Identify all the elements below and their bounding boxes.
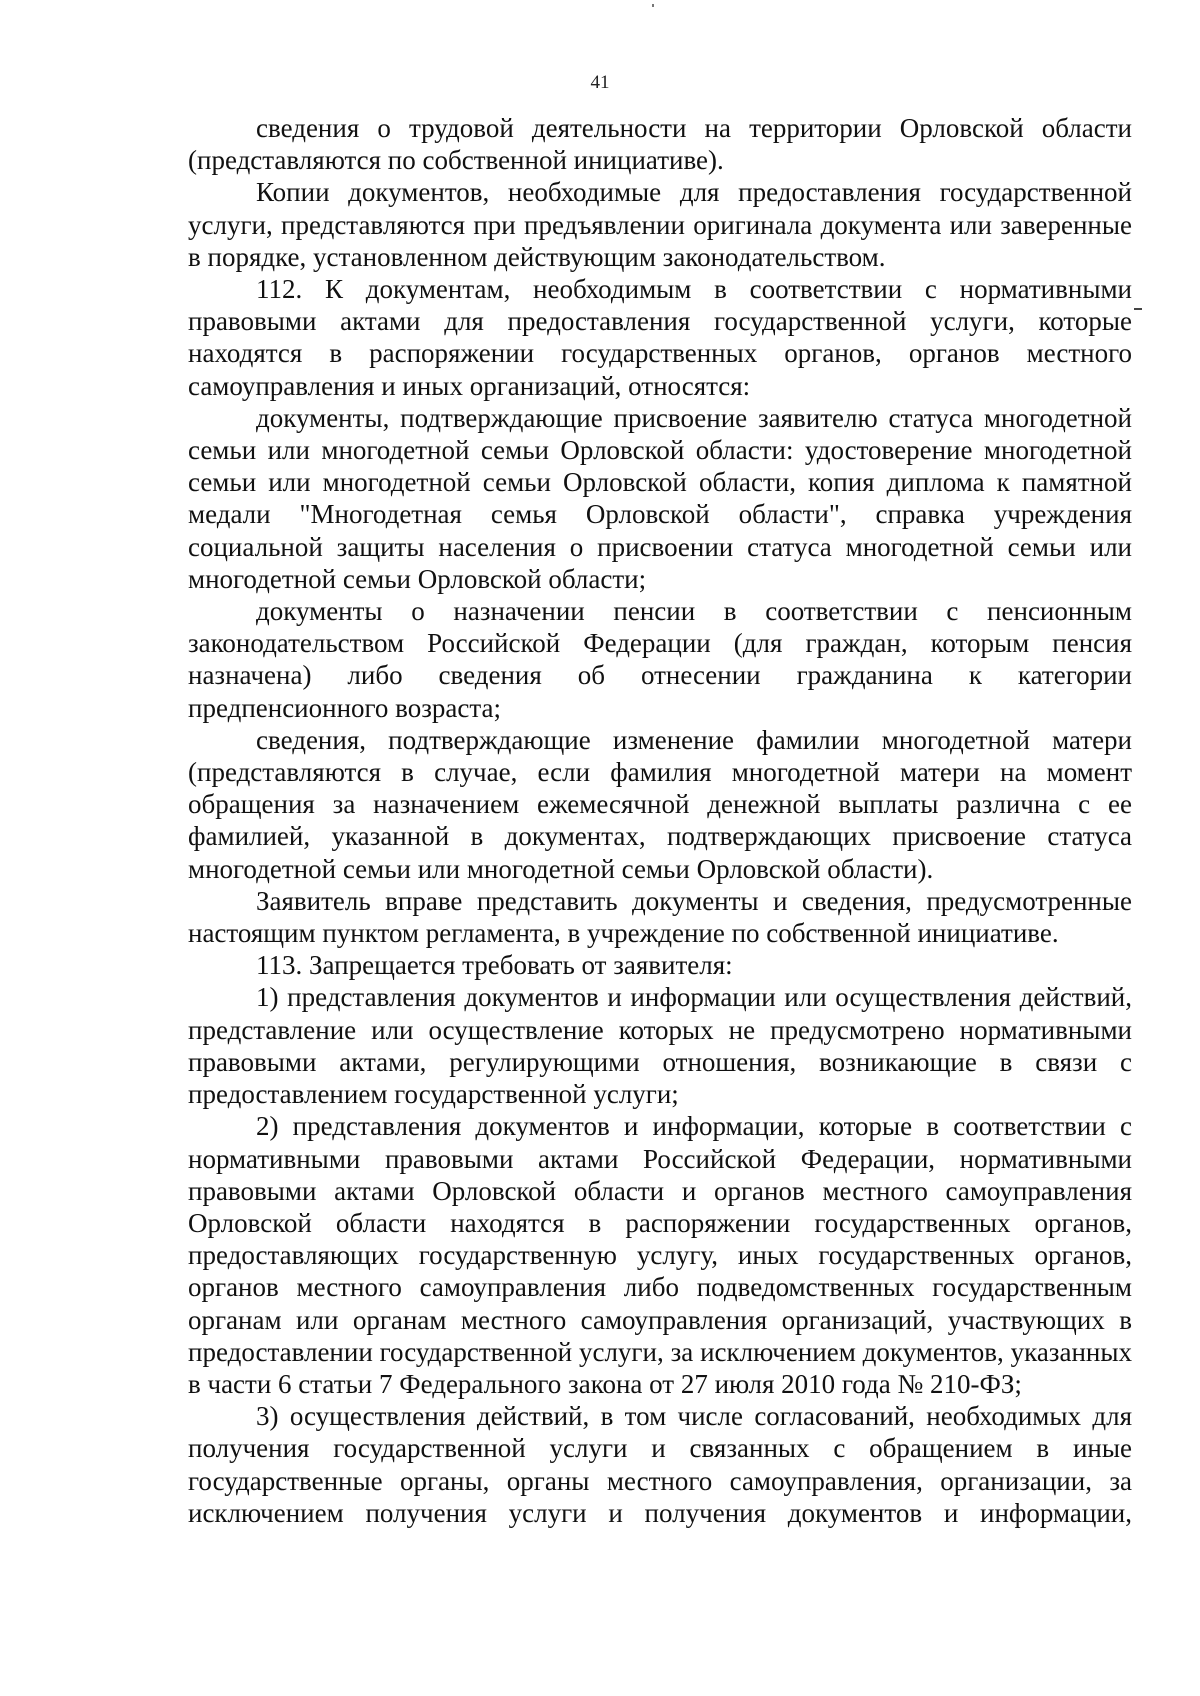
- paragraph-113-item-3: 3) осуществления действий, в том числе согласований, необходимых для получения государственной услуги и связанных с обращением в иные государственные органы, органы местного самоуправления, организации, за исключением получения услуги и получения документов и информации,: [188, 1401, 1132, 1528]
- scan-artifact-dot: [652, 4, 654, 7]
- paragraph-113-item-2: 2) представления документов и информации, которые в соответствии с нормативными правовыми актами Российской Федерации, нормативными правовыми актами Орловской области и органов местного самоуправления Орловской области находятся в распоряжении государственных органов, предоставляющих государственную услугу, иных государственных органов, органов местного самоуправления либо подведомственных государственным органам или органам местного самоуправления организаций, участвующих в предоставлении государственной услуги, за исключением документов, указанных в части 6 статьи 7 Федерального закона от 27 июля 2010 года № 210-ФЗ;: [188, 1111, 1132, 1399]
- paragraph-113: 113. Запрещается требовать от заявителя:: [256, 950, 733, 981]
- paragraph-surname-change: сведения, подтверждающие изменение фамилии многодетной матери (представляются в случае, если фамилия многодетной матери на момент обращения за назначением ежемесячной денежной выплаты различна с ее фамилией, указанной в документах, подтверждающих присвоение статуса многодетной семьи или многодетной семьи Орловской области).: [188, 724, 1132, 884]
- paragraph-applicant-right: Заявитель вправе представить документы и сведения, предусмотренные настоящим пунктом регламента, в учреждение по собственной инициативе.: [188, 885, 1132, 949]
- document-body: [188, 112, 1132, 1529]
- scan-artifact-mark: [1134, 308, 1142, 310]
- paragraph-large-family-documents: документы, подтверждающие присвоение заявителю статуса многодетной семьи или многодетной семьи Орловской области: удостоверение многодетной семьи или многодетной семьи Орловской области, копия диплома к памятной медали "Многодетная семья Орловской области", справка учреждения социальной защиты населения о присвоении статуса многодетной семьи или многодетной семьи Орловской области;: [188, 402, 1132, 594]
- paragraph-document-copies: Копии документов, необходимые для предоставления государственной услуги, представляются при предъявлении оригинала документа или заверенные в порядке, установленном действующим законодательством.: [188, 177, 1132, 272]
- paragraph-pension-documents: документы о назначении пенсии в соответствии с пенсионным законодательством Российской Федерации (для граждан, которым пенсия назначена) либо сведения об отнесении гражданина к категории предпенсионного возраста;: [188, 596, 1132, 723]
- page-number: 41: [590, 72, 610, 93]
- paragraph-113-item-1: 1) представления документов и информации или осуществления действий, представление или осуществление которых не предусмотрено нормативными правовыми актами, регулирующими отношения, возникающие в связи с предоставлением государственной услуги;: [188, 982, 1132, 1110]
- paragraph-work-info: сведения о трудовой деятельности на территории Орловской области (представляются по собственной инициативе).: [188, 113, 1132, 176]
- paragraph-112: 112. К документам, необходимым в соответствии с нормативными правовыми актами для предоставления государственной услуги, которые находятся в распоряжении государственных органов, органов местного самоуправления и иных организаций, относятся:: [188, 274, 1132, 401]
